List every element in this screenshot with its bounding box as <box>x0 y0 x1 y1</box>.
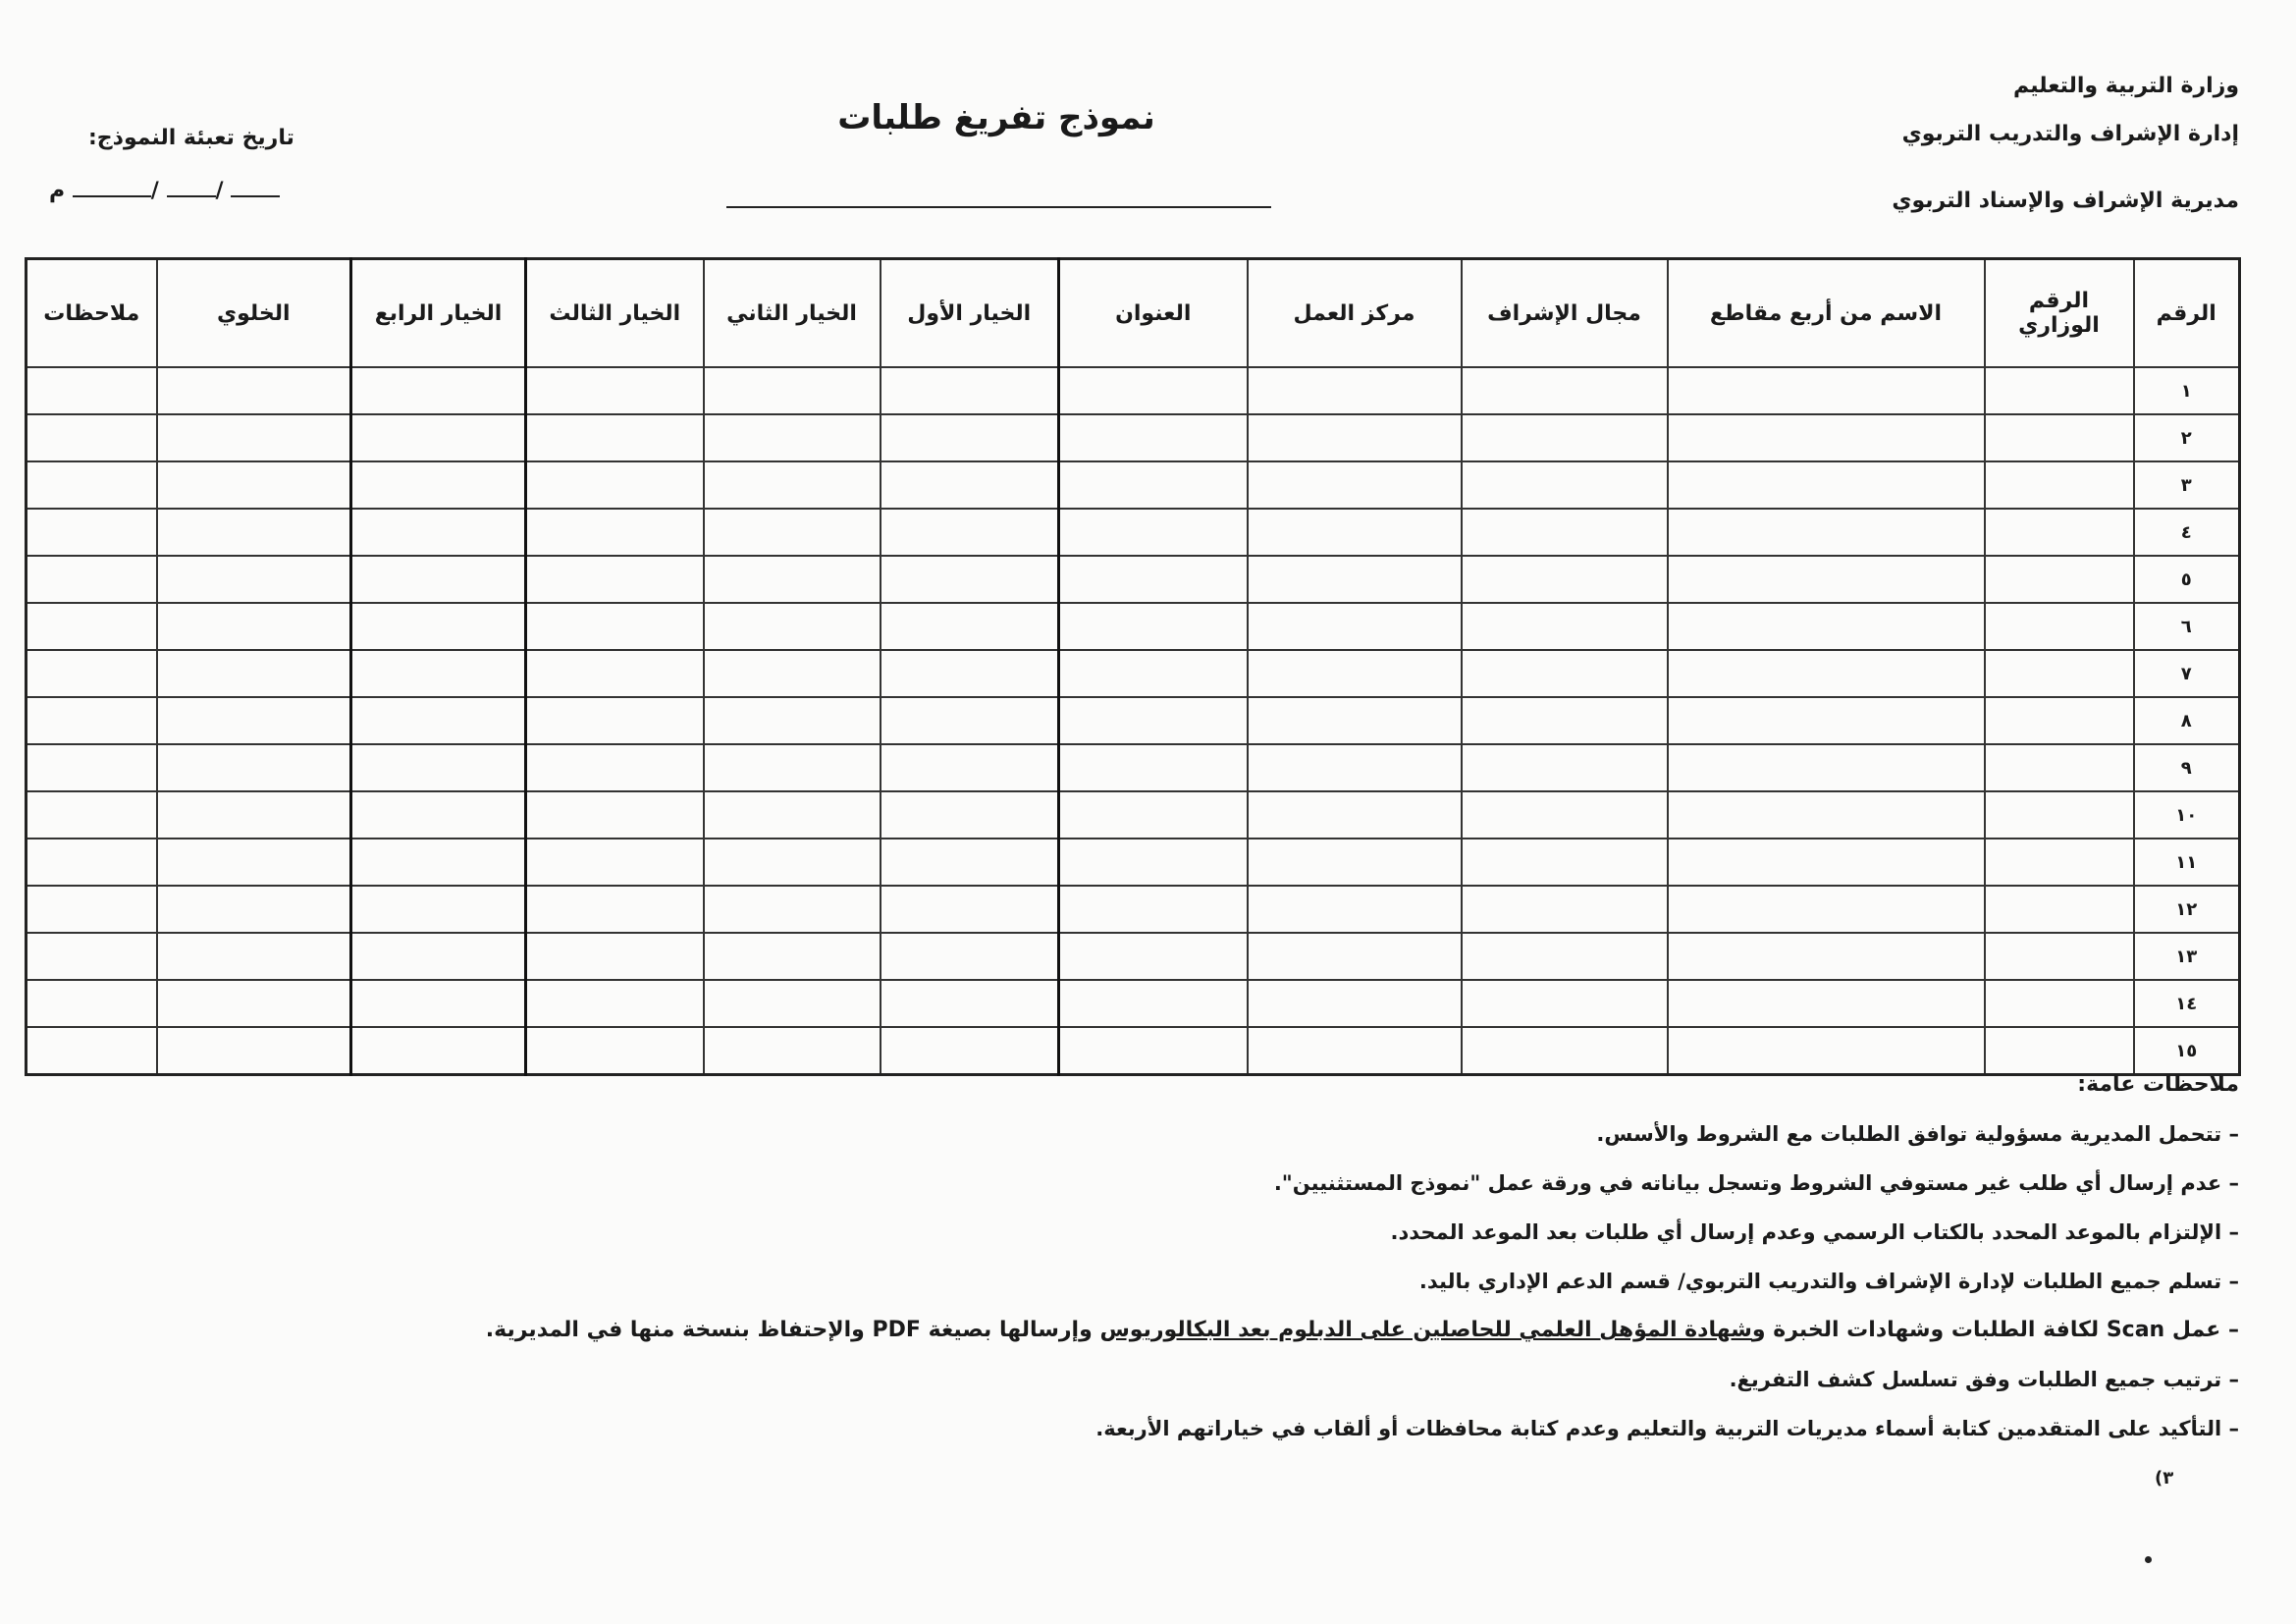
note-item: – عدم إرسال أي طلب غير مستوفي الشروط وتسجل بياناته في ورقة عمل "نموذج المستثنيين". <box>374 1166 2239 1216</box>
table-row <box>27 933 2240 980</box>
note-item: – التأكيد على المتقدمين كتابة أسماء مديريات التربية والتعليم وعدم كتابة محافظات أو ألقاب في خياراتهم الأربعة. <box>374 1412 2239 1461</box>
table-cell[interactable] <box>1059 650 1248 697</box>
fill-date-field[interactable]: م / / <box>49 179 314 203</box>
table-cell[interactable] <box>1248 791 1462 839</box>
table-cell[interactable] <box>1985 603 2134 650</box>
table-cell[interactable] <box>1462 603 1668 650</box>
header-cell: العنوان <box>1059 259 1248 368</box>
table-cell[interactable] <box>157 1027 351 1075</box>
table-cell[interactable] <box>881 744 1059 791</box>
table-cell[interactable] <box>526 603 704 650</box>
table-cell[interactable] <box>526 367 704 414</box>
table-cell[interactable] <box>157 556 351 603</box>
table-row <box>27 1027 2240 1075</box>
row-number-cell: ١٣ <box>2134 933 2240 980</box>
table-cell[interactable] <box>881 791 1059 839</box>
table-cell[interactable] <box>351 839 526 886</box>
table-cell[interactable] <box>881 509 1059 556</box>
table-cell[interactable] <box>526 839 704 886</box>
fill-date-label: تاريخ تعبئة النموذج: <box>88 126 294 150</box>
table-cell[interactable] <box>1462 650 1668 697</box>
header-cell: ملاحظات <box>27 259 157 368</box>
table-row <box>27 603 2240 650</box>
table-cell[interactable] <box>1462 697 1668 744</box>
table-cell[interactable] <box>881 1027 1059 1075</box>
table-cell[interactable] <box>1059 414 1248 461</box>
header-cell: الخيار الأول <box>881 259 1059 368</box>
table-cell[interactable] <box>526 886 704 933</box>
table-cell[interactable] <box>27 886 157 933</box>
table-cell[interactable] <box>526 461 704 509</box>
table-cell[interactable] <box>27 1027 157 1075</box>
table-cell[interactable] <box>526 509 704 556</box>
table-cell[interactable] <box>1668 556 1985 603</box>
table-row <box>27 367 2240 414</box>
table-cell[interactable] <box>157 744 351 791</box>
table-cell[interactable] <box>157 791 351 839</box>
applications-table <box>25 257 2241 1076</box>
table-cell[interactable] <box>27 461 157 509</box>
table-cell[interactable] <box>881 886 1059 933</box>
table-cell[interactable] <box>1985 650 2134 697</box>
row-number-cell: ٦ <box>2134 603 2240 650</box>
table-cell[interactable] <box>1248 367 1462 414</box>
table-cell[interactable] <box>1462 367 1668 414</box>
table-cell[interactable] <box>704 603 881 650</box>
table-cell[interactable] <box>27 556 157 603</box>
header-cell: الخيار الرابع <box>351 259 526 368</box>
table-cell[interactable] <box>1668 603 1985 650</box>
table-cell[interactable] <box>1668 414 1985 461</box>
notes-title: ملاحظات عامة: <box>2077 1072 2239 1097</box>
table-cell[interactable] <box>1668 791 1985 839</box>
table-cell[interactable] <box>1985 556 2134 603</box>
table-cell[interactable] <box>704 509 881 556</box>
table-cell[interactable] <box>27 839 157 886</box>
note-item: – تتحمل المديرية مسؤولية توافق الطلبات مع الشروط والأسس. <box>374 1117 2239 1166</box>
row-number-cell: ٩ <box>2134 744 2240 791</box>
table-cell[interactable] <box>881 414 1059 461</box>
date-suffix: م <box>49 179 66 203</box>
table-cell[interactable] <box>1059 461 1248 509</box>
table-cell[interactable] <box>157 414 351 461</box>
table-cell[interactable] <box>704 556 881 603</box>
row-number-cell: ٣ <box>2134 461 2240 509</box>
table-cell[interactable] <box>704 933 881 980</box>
table-cell[interactable] <box>157 839 351 886</box>
table-cell[interactable] <box>1668 461 1985 509</box>
table-cell[interactable] <box>1059 1027 1248 1075</box>
table-cell[interactable] <box>1059 367 1248 414</box>
table-cell[interactable] <box>1248 744 1462 791</box>
table-cell[interactable] <box>1985 461 2134 509</box>
table-cell[interactable] <box>351 603 526 650</box>
table-cell[interactable] <box>1059 603 1248 650</box>
table-cell[interactable] <box>881 980 1059 1027</box>
row-number-cell: ١٤ <box>2134 980 2240 1027</box>
table-cell[interactable] <box>1059 980 1248 1027</box>
table-cell[interactable] <box>704 414 881 461</box>
table-row <box>27 839 2240 886</box>
table-cell[interactable] <box>1462 556 1668 603</box>
table-cell[interactable] <box>351 886 526 933</box>
row-number-cell: ١٠ <box>2134 791 2240 839</box>
table-cell[interactable] <box>526 650 704 697</box>
page-mark: (٣ <box>2155 1468 2174 1489</box>
ministry-name: وزارة التربية والتعليم <box>2013 74 2239 98</box>
row-number-cell: ١ <box>2134 367 2240 414</box>
table-cell[interactable] <box>1059 886 1248 933</box>
table-cell[interactable] <box>1462 1027 1668 1075</box>
table-cell[interactable] <box>704 744 881 791</box>
table-cell[interactable] <box>27 697 157 744</box>
table-cell[interactable] <box>1059 697 1248 744</box>
table-cell[interactable] <box>351 650 526 697</box>
table-cell[interactable] <box>1668 1027 1985 1075</box>
table-cell[interactable] <box>1462 744 1668 791</box>
table-cell[interactable] <box>351 791 526 839</box>
table-row <box>27 650 2240 697</box>
header-cell: مجال الإشراف <box>1462 259 1668 368</box>
table-cell[interactable] <box>1985 414 2134 461</box>
table-cell[interactable] <box>704 367 881 414</box>
table-cell[interactable] <box>157 886 351 933</box>
note-item: – الإلتزام بالموعد المحدد بالكتاب الرسمي وعدم إرسال أي طلبات بعد الموعد المحدد. <box>374 1216 2239 1265</box>
table-cell[interactable] <box>1462 886 1668 933</box>
table-cell[interactable] <box>157 650 351 697</box>
table-cell[interactable] <box>27 414 157 461</box>
directorate-name: مديرية الإشراف والإسناد التربوي <box>1892 189 2239 213</box>
department-name: إدارة الإشراف والتدريب التربوي <box>1901 122 2239 146</box>
table-cell[interactable] <box>881 697 1059 744</box>
table-cell[interactable] <box>1985 744 2134 791</box>
table-cell[interactable] <box>704 839 881 886</box>
form-title: نموذج تفريغ طلبات <box>837 98 1155 137</box>
table-row <box>27 509 2240 556</box>
table-cell[interactable] <box>1668 650 1985 697</box>
table-cell[interactable] <box>881 933 1059 980</box>
table-header-row <box>27 259 2240 368</box>
table-cell[interactable] <box>351 367 526 414</box>
table-row <box>27 791 2240 839</box>
table-row <box>27 744 2240 791</box>
table-cell[interactable] <box>1248 980 1462 1027</box>
table-cell[interactable] <box>1462 933 1668 980</box>
note-item-scan: – عمل Scan لكافة الطلبات وشهادات الخبرة وشهادة المؤهل العلمي للحاصلين على الدبلوم بعد البكالوريوس وإرسالها بصيغة PDF والإحتفاظ بنسخة منها في المديرية. <box>374 1314 2239 1363</box>
table-cell[interactable] <box>1462 839 1668 886</box>
header-cell: الخلوي <box>157 259 351 368</box>
table-cell[interactable] <box>881 650 1059 697</box>
table-cell[interactable] <box>27 603 157 650</box>
row-number-cell: ٥ <box>2134 556 2240 603</box>
table-cell[interactable] <box>157 980 351 1027</box>
header-cell: الاسم من أربع مقاطع <box>1668 259 1985 368</box>
table-cell[interactable] <box>1248 603 1462 650</box>
table-cell[interactable] <box>704 1027 881 1075</box>
dot-mark <box>2145 1556 2152 1563</box>
table-cell[interactable] <box>1248 414 1462 461</box>
table-cell[interactable] <box>1668 933 1985 980</box>
table-cell[interactable] <box>526 697 704 744</box>
table-cell[interactable] <box>351 556 526 603</box>
row-number-cell: ٤ <box>2134 509 2240 556</box>
table-cell[interactable] <box>881 461 1059 509</box>
table-row <box>27 886 2240 933</box>
table-cell[interactable] <box>1985 367 2134 414</box>
table-cell[interactable] <box>526 980 704 1027</box>
table-cell[interactable] <box>1985 509 2134 556</box>
table-cell[interactable] <box>881 556 1059 603</box>
table-cell[interactable] <box>1462 980 1668 1027</box>
note-item: – تسلم جميع الطلبات لإدارة الإشراف والتدريب التربوي/ قسم الدعم الإداري باليد. <box>374 1265 2239 1314</box>
table-cell[interactable] <box>1985 933 2134 980</box>
header-cell: الرقم <box>2134 259 2240 368</box>
table-cell[interactable] <box>1668 980 1985 1027</box>
table-cell[interactable] <box>881 839 1059 886</box>
table-cell[interactable] <box>1248 1027 1462 1075</box>
table-cell[interactable] <box>157 509 351 556</box>
table-cell[interactable] <box>526 933 704 980</box>
table-cell[interactable] <box>881 367 1059 414</box>
table-cell[interactable] <box>1462 509 1668 556</box>
table-cell[interactable] <box>1059 556 1248 603</box>
table-row <box>27 556 2240 603</box>
table-cell[interactable] <box>157 933 351 980</box>
table-cell[interactable] <box>351 744 526 791</box>
table-cell[interactable] <box>526 1027 704 1075</box>
table-cell[interactable] <box>1985 980 2134 1027</box>
row-number-cell: ١٥ <box>2134 1027 2240 1075</box>
table-cell[interactable] <box>1668 839 1985 886</box>
header-cell: مركز العمل <box>1248 259 1462 368</box>
row-number-cell: ١٢ <box>2134 886 2240 933</box>
table-cell[interactable] <box>1248 933 1462 980</box>
table-row <box>27 697 2240 744</box>
table-cell[interactable] <box>27 744 157 791</box>
table-cell[interactable] <box>1668 744 1985 791</box>
table-cell[interactable] <box>351 509 526 556</box>
table-cell[interactable] <box>1248 509 1462 556</box>
table-cell[interactable] <box>1248 839 1462 886</box>
table-cell[interactable] <box>351 980 526 1027</box>
table-cell[interactable] <box>351 1027 526 1075</box>
table-cell[interactable] <box>27 509 157 556</box>
table-cell[interactable] <box>704 697 881 744</box>
table-cell[interactable] <box>704 791 881 839</box>
row-number-cell: ٢ <box>2134 414 2240 461</box>
title-underline <box>726 206 1271 208</box>
table-cell[interactable] <box>1059 509 1248 556</box>
header-cell: الرقم الوزاري <box>1985 259 2134 368</box>
table-cell[interactable] <box>157 697 351 744</box>
table-cell[interactable] <box>526 791 704 839</box>
table-cell[interactable] <box>27 650 157 697</box>
header-cell: الخيار الثالث <box>526 259 704 368</box>
table-cell[interactable] <box>27 367 157 414</box>
table-cell[interactable] <box>1248 650 1462 697</box>
table-cell[interactable] <box>1059 791 1248 839</box>
table-cell[interactable] <box>351 697 526 744</box>
table-cell[interactable] <box>704 980 881 1027</box>
row-number-cell: ٧ <box>2134 650 2240 697</box>
note-item: – ترتيب جميع الطلبات وفق تسلسل كشف التفريغ. <box>374 1363 2239 1412</box>
table-cell[interactable] <box>526 414 704 461</box>
table-cell[interactable] <box>1462 791 1668 839</box>
table-cell[interactable] <box>704 650 881 697</box>
table-cell[interactable] <box>881 603 1059 650</box>
table-cell[interactable] <box>157 461 351 509</box>
table-cell[interactable] <box>1668 509 1985 556</box>
table-cell[interactable] <box>526 744 704 791</box>
table-cell[interactable] <box>1248 697 1462 744</box>
table-row <box>27 414 2240 461</box>
table-cell[interactable] <box>526 556 704 603</box>
table-cell[interactable] <box>351 933 526 980</box>
table-cell[interactable] <box>157 603 351 650</box>
table-cell[interactable] <box>1668 886 1985 933</box>
table-cell[interactable] <box>1462 414 1668 461</box>
table-cell[interactable] <box>27 980 157 1027</box>
table-row <box>27 461 2240 509</box>
table-cell[interactable] <box>704 886 881 933</box>
row-number-cell: ١١ <box>2134 839 2240 886</box>
table-cell[interactable] <box>1462 461 1668 509</box>
table-cell[interactable] <box>1248 886 1462 933</box>
table-cell[interactable] <box>1985 886 2134 933</box>
table-cell[interactable] <box>1985 1027 2134 1075</box>
table-cell[interactable] <box>1248 461 1462 509</box>
table-cell[interactable] <box>157 367 351 414</box>
table-cell[interactable] <box>27 791 157 839</box>
table-cell[interactable] <box>1248 556 1462 603</box>
table-cell[interactable] <box>1059 933 1248 980</box>
table-cell[interactable] <box>1059 839 1248 886</box>
row-number-cell: ٨ <box>2134 697 2240 744</box>
table-cell[interactable] <box>351 414 526 461</box>
notes-list <box>374 1117 2239 1461</box>
header-cell: الخيار الثاني <box>704 259 881 368</box>
table-cell[interactable] <box>1059 744 1248 791</box>
table-cell[interactable] <box>1985 697 2134 744</box>
table-cell[interactable] <box>1668 697 1985 744</box>
table-cell[interactable] <box>1668 367 1985 414</box>
table-cell[interactable] <box>27 933 157 980</box>
table-cell[interactable] <box>704 461 881 509</box>
table-cell[interactable] <box>351 461 526 509</box>
table-cell[interactable] <box>1985 839 2134 886</box>
table-row <box>27 980 2240 1027</box>
table-cell[interactable] <box>1985 791 2134 839</box>
